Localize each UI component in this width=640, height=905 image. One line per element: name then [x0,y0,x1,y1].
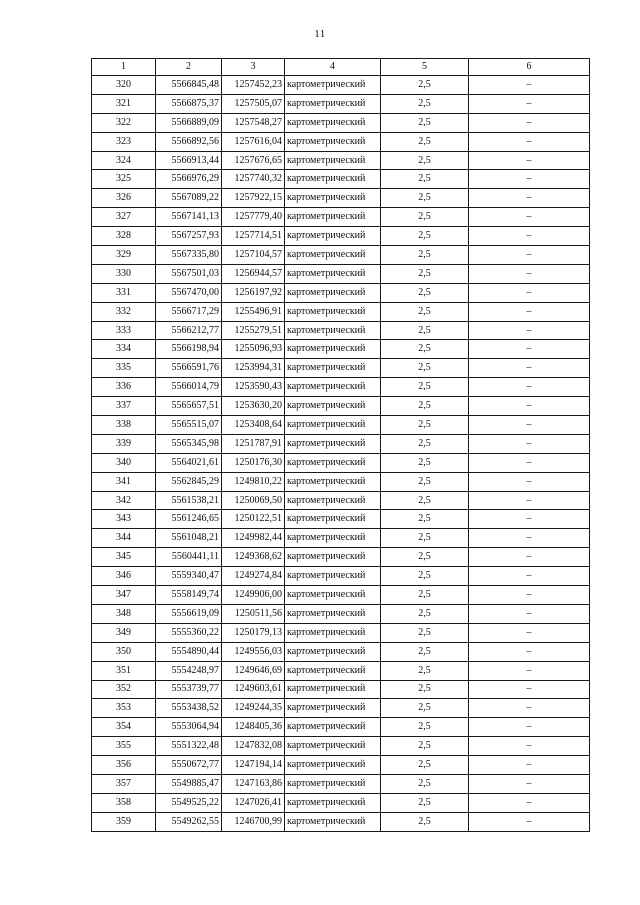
accuracy-cell: 2,5 [381,397,469,416]
method-cell: картометрический [285,680,381,699]
table-row [92,113,590,132]
note-cell: – [469,264,590,283]
note-cell: – [469,189,590,208]
y-coordinate-cell: 1253408,64 [222,416,285,435]
y-coordinate-cell: 1253630,20 [222,397,285,416]
header-cell-3: 3 [222,59,285,76]
note-cell: – [469,510,590,529]
point-number-cell: 329 [92,246,156,265]
y-coordinate-cell: 1247194,14 [222,756,285,775]
x-coordinate-cell: 5566212,77 [156,321,222,340]
y-coordinate-cell: 1247832,08 [222,737,285,756]
method-cell: картометрический [285,491,381,510]
point-number-cell: 337 [92,397,156,416]
x-coordinate-cell: 5553064,94 [156,718,222,737]
accuracy-cell: 2,5 [381,76,469,95]
point-number-cell: 348 [92,604,156,623]
accuracy-cell: 2,5 [381,718,469,737]
accuracy-cell: 2,5 [381,189,469,208]
accuracy-cell: 2,5 [381,793,469,812]
point-number-cell: 338 [92,416,156,435]
accuracy-cell: 2,5 [381,548,469,567]
point-number-cell: 330 [92,264,156,283]
y-coordinate-cell: 1257548,27 [222,113,285,132]
point-number-cell: 322 [92,113,156,132]
method-cell: картометрический [285,774,381,793]
note-cell: – [469,756,590,775]
x-coordinate-cell: 5564021,61 [156,453,222,472]
table-row [92,548,590,567]
method-cell: картометрический [285,718,381,737]
table-row [92,586,590,605]
y-coordinate-cell: 1247163,86 [222,774,285,793]
method-cell: картометрический [285,699,381,718]
note-cell: – [469,453,590,472]
point-number-cell: 357 [92,774,156,793]
y-coordinate-cell: 1253590,43 [222,378,285,397]
x-coordinate-cell: 5562845,29 [156,472,222,491]
note-cell: – [469,604,590,623]
x-coordinate-cell: 5567335,80 [156,246,222,265]
method-cell: картометрический [285,586,381,605]
y-coordinate-cell: 1257779,40 [222,208,285,227]
accuracy-cell: 2,5 [381,227,469,246]
accuracy-cell: 2,5 [381,132,469,151]
x-coordinate-cell: 5567501,03 [156,264,222,283]
note-cell: – [469,718,590,737]
x-coordinate-cell: 5549885,47 [156,774,222,793]
note-cell: – [469,170,590,189]
method-cell: картометрический [285,397,381,416]
x-coordinate-cell: 5549262,55 [156,812,222,831]
y-coordinate-cell: 1257616,04 [222,132,285,151]
table-row [92,623,590,642]
accuracy-cell: 2,5 [381,453,469,472]
table-row [92,661,590,680]
method-cell: картометрический [285,321,381,340]
table-row [92,246,590,265]
accuracy-cell: 2,5 [381,774,469,793]
point-number-cell: 358 [92,793,156,812]
table-row [92,132,590,151]
x-coordinate-cell: 5566976,29 [156,170,222,189]
x-coordinate-cell: 5550672,77 [156,756,222,775]
point-number-cell: 321 [92,94,156,113]
table-row [92,76,590,95]
y-coordinate-cell: 1249646,69 [222,661,285,680]
method-cell: картометрический [285,642,381,661]
x-coordinate-cell: 5561048,21 [156,529,222,548]
method-cell: картометрический [285,340,381,359]
table-row [92,434,590,453]
y-coordinate-cell: 1249274,84 [222,567,285,586]
accuracy-cell: 2,5 [381,661,469,680]
accuracy-cell: 2,5 [381,567,469,586]
accuracy-cell: 2,5 [381,604,469,623]
header-cell-5: 5 [381,59,469,76]
x-coordinate-cell: 5561538,21 [156,491,222,510]
method-cell: картометрический [285,510,381,529]
y-coordinate-cell: 1249244,35 [222,699,285,718]
point-number-cell: 334 [92,340,156,359]
point-number-cell: 339 [92,434,156,453]
point-number-cell: 345 [92,548,156,567]
table-row [92,416,590,435]
accuracy-cell: 2,5 [381,737,469,756]
accuracy-cell: 2,5 [381,586,469,605]
y-coordinate-cell: 1250176,30 [222,453,285,472]
header-cell-2: 2 [156,59,222,76]
table-row [92,453,590,472]
method-cell: картометрический [285,151,381,170]
point-number-cell: 352 [92,680,156,699]
accuracy-cell: 2,5 [381,151,469,170]
method-cell: картометрический [285,132,381,151]
note-cell: – [469,529,590,548]
point-number-cell: 356 [92,756,156,775]
note-cell: – [469,283,590,302]
y-coordinate-cell: 1247026,41 [222,793,285,812]
x-coordinate-cell: 5567257,93 [156,227,222,246]
x-coordinate-cell: 5566875,37 [156,94,222,113]
point-number-cell: 343 [92,510,156,529]
y-coordinate-cell: 1255096,93 [222,340,285,359]
x-coordinate-cell: 5566889,09 [156,113,222,132]
y-coordinate-cell: 1248405,36 [222,718,285,737]
note-cell: – [469,548,590,567]
y-coordinate-cell: 1255496,91 [222,302,285,321]
table-row [92,491,590,510]
point-number-cell: 335 [92,359,156,378]
method-cell: картометрический [285,227,381,246]
x-coordinate-cell: 5566014,79 [156,378,222,397]
point-number-cell: 347 [92,586,156,605]
method-cell: картометрический [285,302,381,321]
method-cell: картометрический [285,76,381,95]
method-cell: картометрический [285,567,381,586]
x-coordinate-cell: 5559340,47 [156,567,222,586]
table-row [92,397,590,416]
y-coordinate-cell: 1249982,44 [222,529,285,548]
point-number-cell: 328 [92,227,156,246]
note-cell: – [469,586,590,605]
point-number-cell: 355 [92,737,156,756]
header-row [92,59,590,76]
x-coordinate-cell: 5565657,51 [156,397,222,416]
y-coordinate-cell: 1249368,62 [222,548,285,567]
x-coordinate-cell: 5566892,56 [156,132,222,151]
method-cell: картометрический [285,94,381,113]
note-cell: – [469,302,590,321]
y-coordinate-cell: 1250511,56 [222,604,285,623]
y-coordinate-cell: 1256944,57 [222,264,285,283]
note-cell: – [469,208,590,227]
accuracy-cell: 2,5 [381,416,469,435]
x-coordinate-cell: 5566198,94 [156,340,222,359]
note-cell: – [469,623,590,642]
table-row [92,321,590,340]
point-number-cell: 351 [92,661,156,680]
method-cell: картометрический [285,434,381,453]
note-cell: – [469,567,590,586]
accuracy-cell: 2,5 [381,340,469,359]
note-cell: – [469,378,590,397]
point-number-cell: 359 [92,812,156,831]
x-coordinate-cell: 5561246,65 [156,510,222,529]
table-row [92,227,590,246]
accuracy-cell: 2,5 [381,359,469,378]
x-coordinate-cell: 5549525,22 [156,793,222,812]
method-cell: картометрический [285,208,381,227]
x-coordinate-cell: 5553438,52 [156,699,222,718]
note-cell: – [469,472,590,491]
point-number-cell: 325 [92,170,156,189]
table-row [92,359,590,378]
point-number-cell: 332 [92,302,156,321]
table-row [92,378,590,397]
table-row [92,680,590,699]
x-coordinate-cell: 5567470,00 [156,283,222,302]
y-coordinate-cell: 1255279,51 [222,321,285,340]
x-coordinate-cell: 5554890,44 [156,642,222,661]
note-cell: – [469,699,590,718]
point-number-cell: 320 [92,76,156,95]
x-coordinate-cell: 5553739,77 [156,680,222,699]
accuracy-cell: 2,5 [381,434,469,453]
point-number-cell: 341 [92,472,156,491]
note-cell: – [469,132,590,151]
accuracy-cell: 2,5 [381,378,469,397]
table-row [92,302,590,321]
accuracy-cell: 2,5 [381,510,469,529]
y-coordinate-cell: 1256197,92 [222,283,285,302]
y-coordinate-cell: 1257505,07 [222,94,285,113]
header-cell-4: 4 [285,59,381,76]
y-coordinate-cell: 1249556,03 [222,642,285,661]
method-cell: картометрический [285,416,381,435]
note-cell: – [469,151,590,170]
x-coordinate-cell: 5567089,22 [156,189,222,208]
note-cell: – [469,321,590,340]
accuracy-cell: 2,5 [381,699,469,718]
note-cell: – [469,491,590,510]
header-cell-1: 1 [92,59,156,76]
y-coordinate-cell: 1250179,13 [222,623,285,642]
note-cell: – [469,434,590,453]
table-header [92,59,590,76]
note-cell: – [469,680,590,699]
table-row [92,510,590,529]
method-cell: картометрический [285,548,381,567]
x-coordinate-cell: 5567141,13 [156,208,222,227]
x-coordinate-cell: 5565515,07 [156,416,222,435]
point-number-cell: 342 [92,491,156,510]
accuracy-cell: 2,5 [381,283,469,302]
x-coordinate-cell: 5566913,44 [156,151,222,170]
accuracy-cell: 2,5 [381,113,469,132]
table-row [92,94,590,113]
method-cell: картометрический [285,264,381,283]
method-cell: картометрический [285,359,381,378]
method-cell: картометрический [285,246,381,265]
method-cell: картометрический [285,283,381,302]
accuracy-cell: 2,5 [381,642,469,661]
x-coordinate-cell: 5565345,98 [156,434,222,453]
y-coordinate-cell: 1249906,00 [222,586,285,605]
method-cell: картометрический [285,812,381,831]
x-coordinate-cell: 5551322,48 [156,737,222,756]
accuracy-cell: 2,5 [381,321,469,340]
y-coordinate-cell: 1257676,65 [222,151,285,170]
point-number-cell: 349 [92,623,156,642]
point-number-cell: 324 [92,151,156,170]
accuracy-cell: 2,5 [381,623,469,642]
note-cell: – [469,113,590,132]
method-cell: картометрический [285,170,381,189]
table-row [92,283,590,302]
point-number-cell: 333 [92,321,156,340]
note-cell: – [469,812,590,831]
table-row [92,793,590,812]
note-cell: – [469,227,590,246]
header-cell-6: 6 [469,59,590,76]
table-row [92,737,590,756]
note-cell: – [469,359,590,378]
accuracy-cell: 2,5 [381,264,469,283]
method-cell: картометрический [285,453,381,472]
point-number-cell: 344 [92,529,156,548]
method-cell: картометрический [285,756,381,775]
y-coordinate-cell: 1257922,15 [222,189,285,208]
table-row [92,264,590,283]
x-coordinate-cell: 5566845,48 [156,76,222,95]
page-number: 11 [314,28,326,40]
method-cell: картометрический [285,189,381,208]
point-number-cell: 340 [92,453,156,472]
method-cell: картометрический [285,378,381,397]
note-cell: – [469,246,590,265]
point-number-cell: 326 [92,189,156,208]
table-row [92,529,590,548]
accuracy-cell: 2,5 [381,529,469,548]
table-row [92,170,590,189]
note-cell: – [469,774,590,793]
point-number-cell: 353 [92,699,156,718]
table-row [92,189,590,208]
y-coordinate-cell: 1249810,22 [222,472,285,491]
x-coordinate-cell: 5554248,97 [156,661,222,680]
y-coordinate-cell: 1250069,50 [222,491,285,510]
accuracy-cell: 2,5 [381,170,469,189]
method-cell: картометрический [285,472,381,491]
note-cell: – [469,340,590,359]
y-coordinate-cell: 1250122,51 [222,510,285,529]
table-row [92,604,590,623]
point-number-cell: 327 [92,208,156,227]
y-coordinate-cell: 1253994,31 [222,359,285,378]
y-coordinate-cell: 1251787,91 [222,434,285,453]
method-cell: картометрический [285,113,381,132]
y-coordinate-cell: 1246700,99 [222,812,285,831]
table-row [92,812,590,831]
table-row [92,718,590,737]
method-cell: картометрический [285,661,381,680]
x-coordinate-cell: 5566717,29 [156,302,222,321]
note-cell: – [469,76,590,95]
y-coordinate-cell: 1257104,57 [222,246,285,265]
accuracy-cell: 2,5 [381,812,469,831]
accuracy-cell: 2,5 [381,246,469,265]
note-cell: – [469,397,590,416]
accuracy-cell: 2,5 [381,680,469,699]
y-coordinate-cell: 1249603,61 [222,680,285,699]
point-number-cell: 331 [92,283,156,302]
x-coordinate-cell: 5556619,09 [156,604,222,623]
table-row [92,567,590,586]
table-row [92,208,590,227]
table-row [92,756,590,775]
note-cell: – [469,416,590,435]
method-cell: картометрический [285,737,381,756]
table-body [92,76,590,832]
point-number-cell: 350 [92,642,156,661]
y-coordinate-cell: 1257740,32 [222,170,285,189]
point-number-cell: 346 [92,567,156,586]
table-row [92,774,590,793]
y-coordinate-cell: 1257714,51 [222,227,285,246]
y-coordinate-cell: 1257452,23 [222,76,285,95]
point-number-cell: 336 [92,378,156,397]
accuracy-cell: 2,5 [381,208,469,227]
accuracy-cell: 2,5 [381,94,469,113]
x-coordinate-cell: 5566591,76 [156,359,222,378]
note-cell: – [469,661,590,680]
point-number-cell: 354 [92,718,156,737]
table-row [92,151,590,170]
method-cell: картометрический [285,793,381,812]
method-cell: картометрический [285,529,381,548]
x-coordinate-cell: 5558149,74 [156,586,222,605]
note-cell: – [469,793,590,812]
accuracy-cell: 2,5 [381,302,469,321]
accuracy-cell: 2,5 [381,491,469,510]
method-cell: картометрический [285,604,381,623]
coordinates-table [91,58,590,832]
method-cell: картометрический [285,623,381,642]
table-row [92,699,590,718]
note-cell: – [469,737,590,756]
note-cell: – [469,94,590,113]
note-cell: – [469,642,590,661]
accuracy-cell: 2,5 [381,472,469,491]
point-number-cell: 323 [92,132,156,151]
x-coordinate-cell: 5555360,22 [156,623,222,642]
table-row [92,340,590,359]
table-row [92,642,590,661]
table-row [92,472,590,491]
accuracy-cell: 2,5 [381,756,469,775]
x-coordinate-cell: 5560441,11 [156,548,222,567]
